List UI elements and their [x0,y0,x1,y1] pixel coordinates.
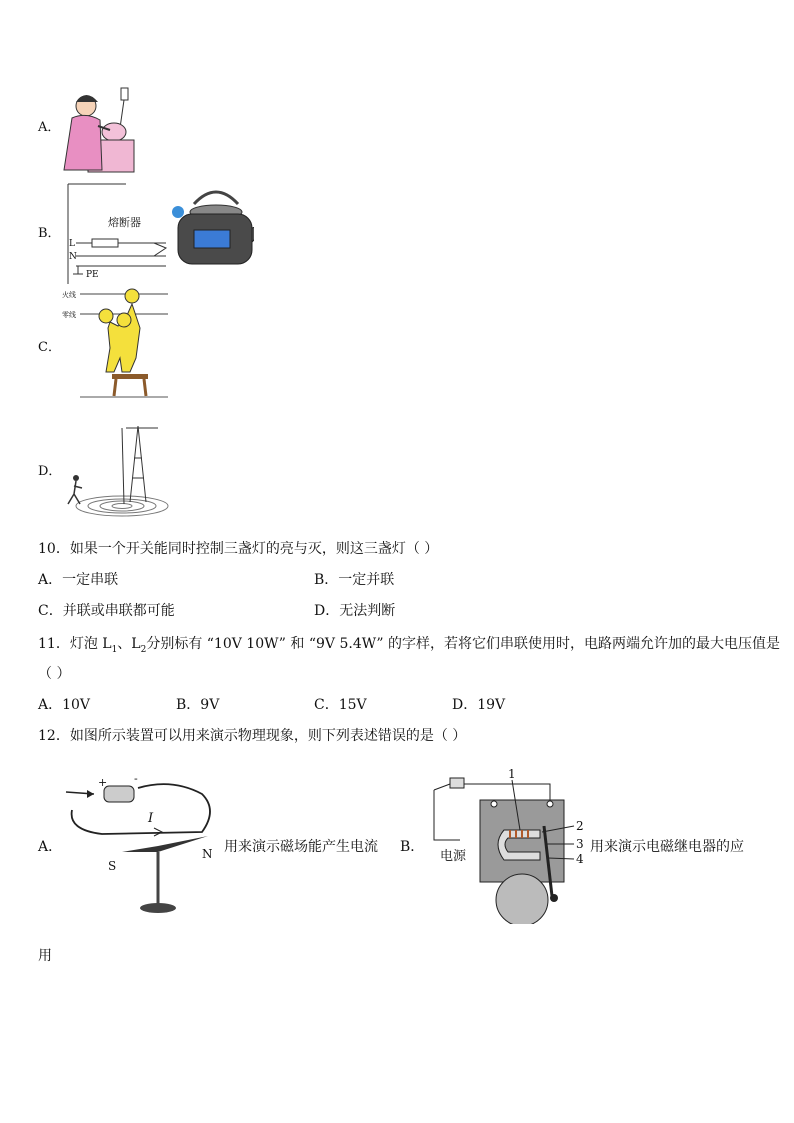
fuse-label: 熔断器 [108,216,141,229]
q12-stem: 12．如图所示装置可以用来演示物理现象，则下列表述错误的是（ ） [38,728,467,744]
kettle-handle [194,192,238,204]
wire-to-power [434,790,460,840]
pole-s: S [108,859,117,873]
stool-leg-right [144,379,146,396]
kettle-spout [252,222,254,242]
kettle-display [194,230,230,248]
label-4: 4 [576,852,584,866]
q11-stem-rest: 分别标有 “10V 10W” 和 “9V 5.4W” 的字样，若将它们串联使用时，电路两端允许加的最大电压值是 [146,636,780,652]
battery-plus: + [98,776,108,789]
q11-option-a[interactable]: A．10V [38,697,91,713]
wire-loop [72,784,210,834]
live-wire-label: 火线 [62,291,76,299]
compass-needle [122,836,208,852]
q12-option-a-text: 用来演示磁场能产生电流 [224,839,378,855]
stand-base [140,903,176,913]
q12-option-b-label[interactable]: B． [400,839,425,855]
power-tower [126,426,158,502]
q12-option-a-label[interactable]: A． [38,839,63,855]
terminal-right [547,801,553,807]
person-head [117,313,131,327]
q11-stem-prefix: 11．灯泡 L [38,636,112,652]
lamp [102,123,126,141]
line-pe-label: PE [86,270,99,280]
hand-on-live [125,289,139,303]
q11-stem-sep: 、L [117,636,141,652]
q12-b-electric-bell [430,764,590,924]
pole-n: N [202,847,213,861]
walker-head [73,475,79,481]
bell-dome [496,874,548,924]
ring-3 [100,501,144,511]
current-symbol: I [148,811,154,826]
ring-4 [112,504,132,509]
terminal-left [491,801,497,807]
q10-option-c[interactable]: C．并联或串联都可能 [38,603,175,619]
battery [104,786,134,802]
label-1: 1 [508,767,516,781]
woman-body [64,115,102,170]
q11-sub-2: 2 [140,644,147,655]
hand-on-neutral [99,309,113,323]
power-label: 电源 [440,849,467,864]
walker-body [68,481,82,504]
label-3: 3 [576,837,584,851]
line-l-label: L [69,239,75,249]
option-a-illustration [58,84,138,174]
q11-stem-line2: （ ） [38,666,71,682]
kettle-tag [172,206,184,218]
battery-minus: - [134,772,138,785]
wire-top [464,784,550,802]
fallen-wire [122,428,124,504]
fuse [92,239,118,247]
q12-option-b-continuation: 用 [38,948,52,964]
q10-stem: 10．如果一个开关能同时控制三盏灯的亮与灭，则这三盏灯（ ） [38,541,439,557]
option-a-label: A． [38,120,61,135]
q11-option-d[interactable]: D．19V [452,697,506,713]
label-2: 2 [576,819,584,833]
line-n-label: N [69,252,77,262]
plug-wires [154,243,166,256]
wall-socket [121,88,128,100]
hammer [550,894,558,902]
q10-option-d[interactable]: D．无法判断 [314,603,396,619]
neutral-wire-label: 零线 [62,311,76,319]
q10-option-b[interactable]: B．一定并联 [314,572,395,588]
stool-leg-left [114,379,116,396]
q11-option-b[interactable]: B．9V [176,697,220,713]
q10-option-a[interactable]: A．一定串联 [38,572,119,588]
q12-option-b-text: 用来演示电磁继电器的应 [590,839,744,855]
woman-hair [76,95,98,102]
option-c-label: C． [38,340,61,355]
q11-option-c[interactable]: C．15V [314,697,367,713]
bell-board [480,800,564,882]
q11-stem [38,635,780,659]
option-c-wire-touch [60,288,170,400]
option-b-circuit-kettle [66,182,254,286]
stool-top [112,374,148,379]
q12-a-oersted-apparatus [62,770,222,920]
q11-sub-1: 1 [111,644,118,655]
option-d-tower-step-voltage [60,418,170,522]
switch [450,778,464,788]
option-d-label: D． [38,464,62,479]
current-arrow-head [87,790,94,798]
cord [120,100,124,128]
wire-to-switch [434,784,450,790]
option-b-label: B． [38,226,61,241]
